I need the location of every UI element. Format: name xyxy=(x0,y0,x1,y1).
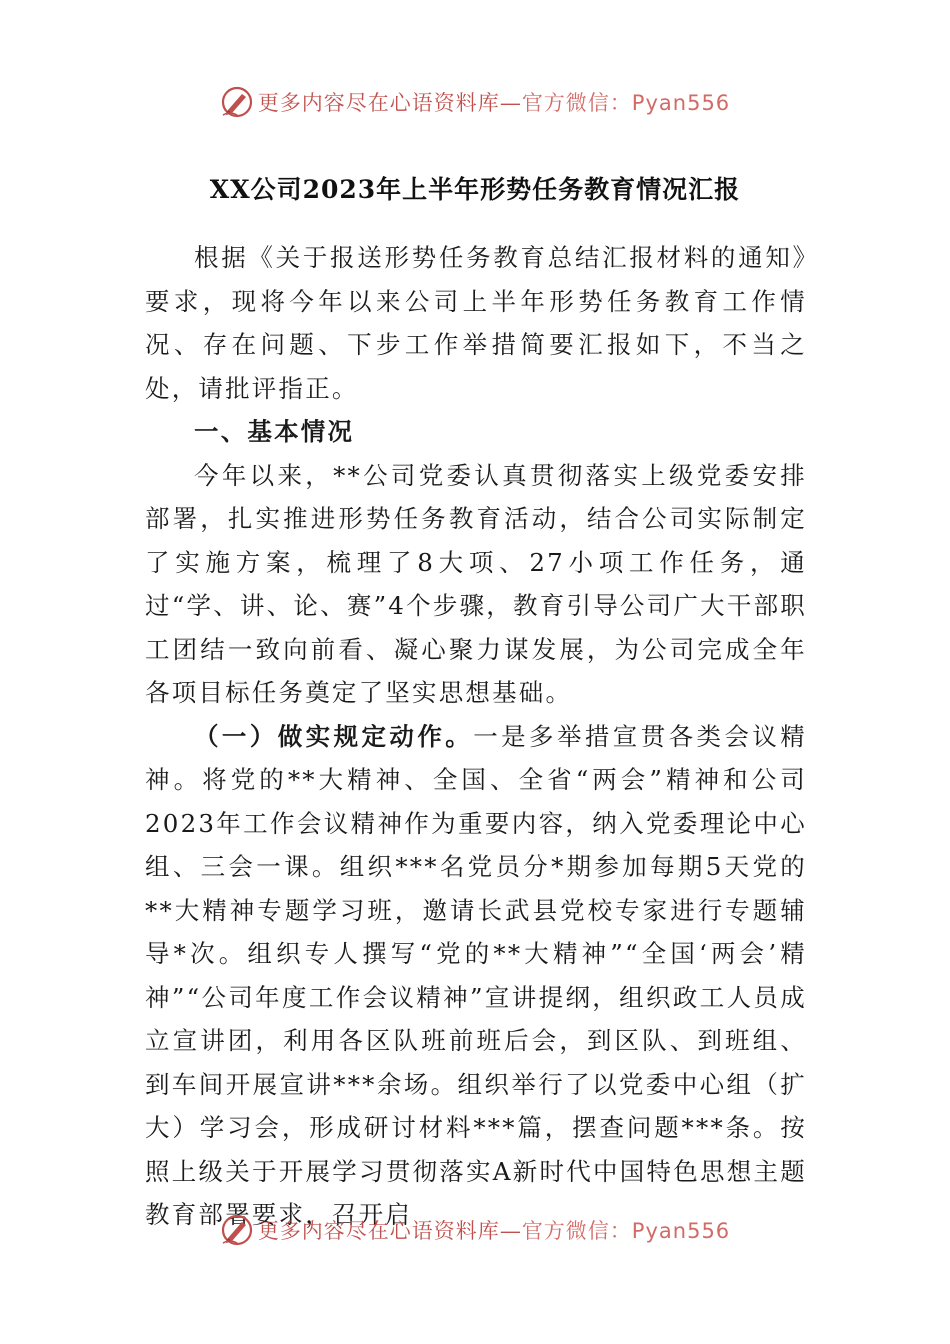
section-heading: 一、基本情况 xyxy=(194,417,355,446)
pen-circle-icon xyxy=(220,85,254,119)
subsection-lead: （一）做实规定动作。 xyxy=(194,721,474,751)
pen-circle-icon xyxy=(220,1213,254,1247)
intro-paragraph: 根据《关于报送形势任务教育总结汇报材料的通知》要求，现将今年以来公司上半年形势任务教育工作情况、存在问题、下步工作举措简要汇报如下，不当之处，请批评指正。 xyxy=(145,243,807,403)
watermark-text: 更多内容尽在心语资料库—官方微信：Pyan556 xyxy=(257,1219,731,1243)
section-paragraph: 今年以来，**公司党委认真贯彻落实上级党委安排部署，扎实推进形势任务教育活动，结合公司实际制定了实施方案，梳理了8大项、27小项工作任务，通过“学、讲、论、赛”4个步骤，教育引导公司广大干部职工团结一致向前看、凝心聚力谋发展，为公司完成全年各项目标任务奠定了坚实思想基础。 xyxy=(145,460,807,707)
watermark-bottom xyxy=(0,1210,950,1250)
watermark-top xyxy=(0,82,950,122)
subsection-paragraph xyxy=(145,715,807,1237)
subsection-body: 一是多举措宣贯各类会议精神。将党的**大精神、全国、全省“两会”精神和公司2023年工作会议精神作为重要内容，纳入党委理论中心组、三会一课。组织***名党员分*期参加每期5天党的**大精神专题学习班，邀请长武县党校专家进行专题辅导*次。组织专人撰写“党的**大精神”“全国‘两会’精神”“公司年度工作会议精神”宣讲提纲，组织政工人员成立宣讲团，利用各区队班前班后会，到区队、到班组、到车间开展宣讲***余场。组织举行了以党委中心组（扩大）学习会，形成研讨材料***篇，摆查问题***条。按照上级关于开展学习贯彻落实A新时代中国特色思想主题教育部署要求，召开启 xyxy=(145,721,807,1229)
document-body xyxy=(145,236,807,1237)
document-title: XX公司2023年上半年形势任务教育情况汇报 xyxy=(209,175,741,204)
watermark-text: 更多内容尽在心语资料库—官方微信：Pyan556 xyxy=(257,91,731,115)
